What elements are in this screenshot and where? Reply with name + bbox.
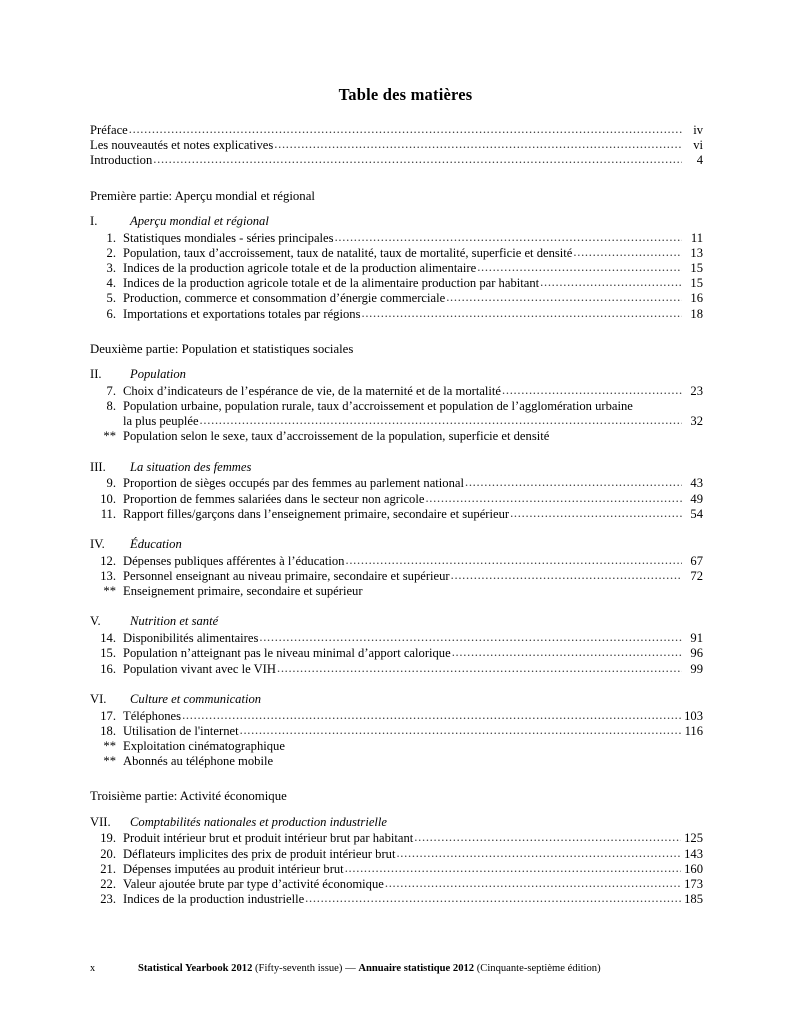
toc-content xyxy=(90,85,703,909)
toc-entry-number: ** xyxy=(103,739,116,754)
toc-entry[interactable] xyxy=(90,399,703,414)
section-heading[interactable] xyxy=(90,614,703,630)
leader-dots xyxy=(385,876,681,891)
footer-title-en: Statistical Yearbook 2012 xyxy=(138,963,253,974)
toc-entry-number: 18. xyxy=(100,723,116,738)
leader-dots xyxy=(335,230,682,245)
toc-entry-number: 3. xyxy=(106,261,116,276)
toc-entry-number: 14. xyxy=(100,631,116,646)
toc-entry[interactable] xyxy=(90,631,703,646)
leader-dots xyxy=(240,723,682,738)
toc-entry-label: Indices de la production agricole totale et de la alimentaire production par habitant xyxy=(123,276,540,291)
toc-entry-label: Exploitation cinématographique xyxy=(123,739,285,754)
leader-dots xyxy=(277,661,682,676)
section-title: Comptabilités nationales et production industrielle xyxy=(130,814,387,829)
toc-entry[interactable] xyxy=(90,231,703,246)
toc-entry-number: 1. xyxy=(106,230,116,245)
toc-entry-page: 173 xyxy=(684,877,703,892)
section-roman-numeral: V. xyxy=(90,614,101,629)
toc-entry-label: Introduction xyxy=(90,153,153,168)
toc-entry-label: Population, taux d’accroissement, taux de natalité, taux de mortalité, superficie et densité xyxy=(123,245,573,260)
leader-dots xyxy=(510,506,682,521)
footer-title-fr: Annuaire statistique 2012 xyxy=(358,963,475,974)
part-heading: Deuxième partie: Population et statistiques sociales xyxy=(90,341,354,356)
toc-section xyxy=(90,614,703,676)
toc-entry-page: iv xyxy=(693,123,703,137)
leader-dots xyxy=(446,290,682,305)
toc-entry-page: 67 xyxy=(690,553,703,568)
section-roman-numeral: IV. xyxy=(90,537,105,552)
section-spacer xyxy=(90,524,703,537)
toc-entry-page: 15 xyxy=(690,261,703,276)
toc-entry-number: 22. xyxy=(100,877,116,892)
toc-entry-number: 13. xyxy=(100,569,116,584)
toc-entry[interactable] xyxy=(90,554,703,569)
toc-entry[interactable] xyxy=(90,739,703,754)
toc-entry[interactable] xyxy=(90,646,703,661)
toc-entry-page: 99 xyxy=(690,661,703,676)
section-roman-numeral: VI. xyxy=(90,691,107,706)
leader-dots xyxy=(129,122,682,137)
toc-entry-number: ** xyxy=(103,429,116,444)
toc-entry-label: la plus peuplée xyxy=(123,414,199,429)
front-matter-entry[interactable] xyxy=(90,123,703,138)
toc-entry-label: Population vivant avec le VIH xyxy=(123,661,276,676)
toc-entry-page: 54 xyxy=(690,506,703,521)
toc-entry-number: 19. xyxy=(100,831,116,846)
leader-dots xyxy=(200,413,682,428)
leader-dots xyxy=(361,306,682,321)
toc-entry-page: 116 xyxy=(684,723,703,738)
toc-entry[interactable] xyxy=(90,831,703,846)
leader-dots xyxy=(414,830,681,845)
page-footer xyxy=(90,962,710,976)
toc-entry-page: 13 xyxy=(690,245,703,260)
toc-entry-label: Indices de la production agricole totale et de la production alimentaire xyxy=(123,261,477,276)
section-heading[interactable] xyxy=(90,367,703,383)
toc-entry-label: Produit intérieur brut et produit intérieur brut par habitant xyxy=(123,831,414,846)
toc-section xyxy=(90,537,703,599)
toc-entry-label: Disponibilités alimentaires xyxy=(123,631,259,646)
leader-dots xyxy=(465,475,682,490)
section-roman-numeral: II. xyxy=(90,367,102,382)
toc-entry[interactable] xyxy=(90,862,703,877)
footer-issue-fr: (Cinquante-septième édition) xyxy=(476,963,601,974)
leader-dots xyxy=(274,137,682,152)
leader-dots xyxy=(153,152,682,167)
toc-entry-number: 6. xyxy=(106,306,116,321)
toc-entry-page: 49 xyxy=(690,491,703,506)
section-title: Nutrition et santé xyxy=(130,614,219,629)
toc-entry-label: Production, commerce et consommation d’énergie commerciale xyxy=(123,291,446,306)
toc-section xyxy=(90,692,703,770)
folio-number: x xyxy=(90,963,96,974)
section-spacer xyxy=(90,679,703,692)
leader-dots xyxy=(345,553,682,568)
toc-entry-page: 103 xyxy=(684,708,703,723)
toc-entry-page: 125 xyxy=(684,831,703,846)
leader-dots xyxy=(540,275,682,290)
toc-entry-number: 9. xyxy=(106,476,116,491)
section-heading[interactable] xyxy=(90,214,703,230)
toc-entry-label: Dépenses imputées au produit intérieur brut xyxy=(123,861,344,876)
toc-entry-label: Préface xyxy=(90,123,128,137)
toc-entry-label: Rapport filles/garçons dans l’enseignement primaire, secondaire et supérieur xyxy=(123,506,510,521)
toc-entry-number: 11. xyxy=(100,506,116,521)
leader-dots xyxy=(345,861,681,876)
section-heading[interactable] xyxy=(90,460,703,476)
toc-entry-label: Abonnés au téléphone mobile xyxy=(123,754,274,769)
footer-separator: — xyxy=(345,963,356,974)
leader-dots xyxy=(259,630,682,645)
toc-entry-page: 23 xyxy=(690,383,703,398)
toc-entry[interactable] xyxy=(90,246,703,261)
toc-entry-number: 7. xyxy=(106,383,116,398)
toc-entry-label: Utilisation de l'internet xyxy=(123,723,239,738)
leader-dots xyxy=(182,708,681,723)
front-matter-entry[interactable] xyxy=(90,153,703,168)
toc-entry[interactable] xyxy=(90,569,703,584)
toc-entry[interactable] xyxy=(90,507,703,522)
toc-entry-label: Population selon le sexe, taux d’accroissement de la population, superficie et densité xyxy=(123,429,550,444)
toc-entry-page: 72 xyxy=(690,569,703,584)
toc-entry-number: 12. xyxy=(100,553,116,568)
section-title: La situation des femmes xyxy=(130,459,252,474)
toc-entry-number: ** xyxy=(103,584,116,599)
section-spacer xyxy=(90,601,703,614)
front-matter-list xyxy=(90,123,703,169)
toc-entry[interactable] xyxy=(90,261,703,276)
toc-entry-label: Proportion de femmes salariées dans le secteur non agricole xyxy=(123,491,425,506)
section-heading[interactable] xyxy=(90,692,703,708)
leader-dots xyxy=(451,568,682,583)
toc-entry-number: 21. xyxy=(100,861,116,876)
toc-entry-label: Dépenses publiques afférentes à l’éducation xyxy=(123,553,345,568)
toc-entry-number: 5. xyxy=(106,291,116,306)
toc-entry-label: Enseignement primaire, secondaire et supérieur xyxy=(123,584,363,599)
footer-issue-en-text: (Fifty-seventh issue) xyxy=(255,963,343,974)
toc-entry[interactable] xyxy=(90,307,703,322)
toc-entry-number: 15. xyxy=(100,646,116,661)
toc-entry-number: 16. xyxy=(100,661,116,676)
toc-entry[interactable] xyxy=(90,847,703,862)
toc-entry-number: 23. xyxy=(100,892,116,907)
toc-entry[interactable] xyxy=(90,724,703,739)
toc-entry-page: 11 xyxy=(690,230,703,245)
toc-entry[interactable] xyxy=(90,276,703,291)
toc-entry[interactable] xyxy=(90,877,703,892)
section-title: Culture et communication xyxy=(130,691,262,706)
toc-section xyxy=(90,214,703,322)
toc-entry-page: 96 xyxy=(690,646,703,661)
toc-entry-label: Valeur ajoutée brute par type d’activité économique xyxy=(123,877,384,892)
toc-entry-label: Déflateurs implicites des prix de produit intérieur brut xyxy=(123,846,396,861)
leader-dots xyxy=(477,260,682,275)
section-title: Aperçu mondial et régional xyxy=(130,213,269,228)
toc-entry[interactable] xyxy=(90,584,703,599)
toc-section xyxy=(90,367,703,445)
section-roman-numeral: I. xyxy=(90,213,98,228)
toc-entry[interactable] xyxy=(90,384,703,399)
toc-section xyxy=(90,815,703,908)
page-title: Table des matières xyxy=(338,85,473,104)
parts-container xyxy=(90,189,703,908)
front-matter-entry[interactable] xyxy=(90,138,703,153)
toc-entry-page: 91 xyxy=(690,631,703,646)
toc-entry-label: Indices de la production industrielle xyxy=(123,892,305,907)
leader-dots xyxy=(573,245,682,260)
leader-dots xyxy=(305,891,681,906)
toc-entry-number: 8. xyxy=(106,399,116,414)
toc-entry-number: 2. xyxy=(106,245,116,260)
toc-entry-number: 20. xyxy=(100,846,116,861)
section-spacer xyxy=(90,447,703,460)
toc-entry-page: 32 xyxy=(690,414,703,429)
toc-entry[interactable] xyxy=(90,754,703,769)
leader-dots xyxy=(452,645,682,660)
section-title: Éducation xyxy=(130,537,182,552)
part-heading: Troisième partie: Activité économique xyxy=(90,789,287,804)
toc-entry-number: 4. xyxy=(106,276,116,291)
toc-entry-label: Proportion de sièges occupés par des femmes au parlement national xyxy=(123,476,464,491)
toc-entry-page: 160 xyxy=(684,861,703,876)
toc-entry[interactable] xyxy=(90,492,703,507)
toc-entry[interactable] xyxy=(90,709,703,724)
toc-entry-label: Téléphones xyxy=(123,708,182,723)
toc-entry[interactable] xyxy=(90,892,703,907)
toc-entry[interactable] xyxy=(90,662,703,677)
toc-entry-page: 18 xyxy=(690,306,703,321)
toc-entry-label: Importations et exportations totales par régions xyxy=(123,306,361,321)
section-roman-numeral: VII. xyxy=(90,814,111,829)
leader-dots xyxy=(425,491,682,506)
section-roman-numeral: III. xyxy=(90,459,106,474)
section-title: Population xyxy=(130,367,186,382)
part-heading: Première partie: Aperçu mondial et régional xyxy=(90,188,315,203)
section-heading[interactable] xyxy=(90,815,703,831)
toc-entry-number: 17. xyxy=(100,708,116,723)
section-heading[interactable] xyxy=(90,537,703,553)
toc-entry-label: Population urbaine, population rurale, taux d’accroissement et population de l’agglomération urbaine xyxy=(123,399,633,414)
leader-dots xyxy=(502,383,682,398)
toc-entry-label: Population n’atteignant pas le niveau minimal d’apport calorique xyxy=(123,646,451,661)
leader-dots xyxy=(396,846,681,861)
toc-entry-page: 43 xyxy=(690,476,703,491)
toc-entry-number: 10. xyxy=(100,491,116,506)
toc-entry[interactable] xyxy=(90,291,703,306)
toc-entry-label: Statistiques mondiales - séries principales xyxy=(123,230,334,245)
toc-entry-page: vi xyxy=(693,138,703,153)
toc-entry-continuation[interactable] xyxy=(90,414,703,429)
toc-entry-page: 15 xyxy=(690,276,703,291)
toc-entry-page: 4 xyxy=(696,153,703,168)
toc-entry-page: 143 xyxy=(684,846,703,861)
toc-entry-page: 16 xyxy=(690,291,703,306)
toc-entry-page: 185 xyxy=(684,892,703,907)
toc-entry[interactable] xyxy=(90,429,703,444)
toc-entry-label: Les nouveautés et notes explicatives xyxy=(90,138,274,153)
toc-entry-number: ** xyxy=(103,754,116,769)
toc-section xyxy=(90,460,703,522)
toc-entry[interactable] xyxy=(90,476,703,491)
toc-entry-label: Personnel enseignant au niveau primaire, secondaire et supérieur xyxy=(123,569,450,584)
toc-entry-label: Choix d’indicateurs de l’espérance de vie, de la maternité et de la mortalité xyxy=(123,383,502,398)
